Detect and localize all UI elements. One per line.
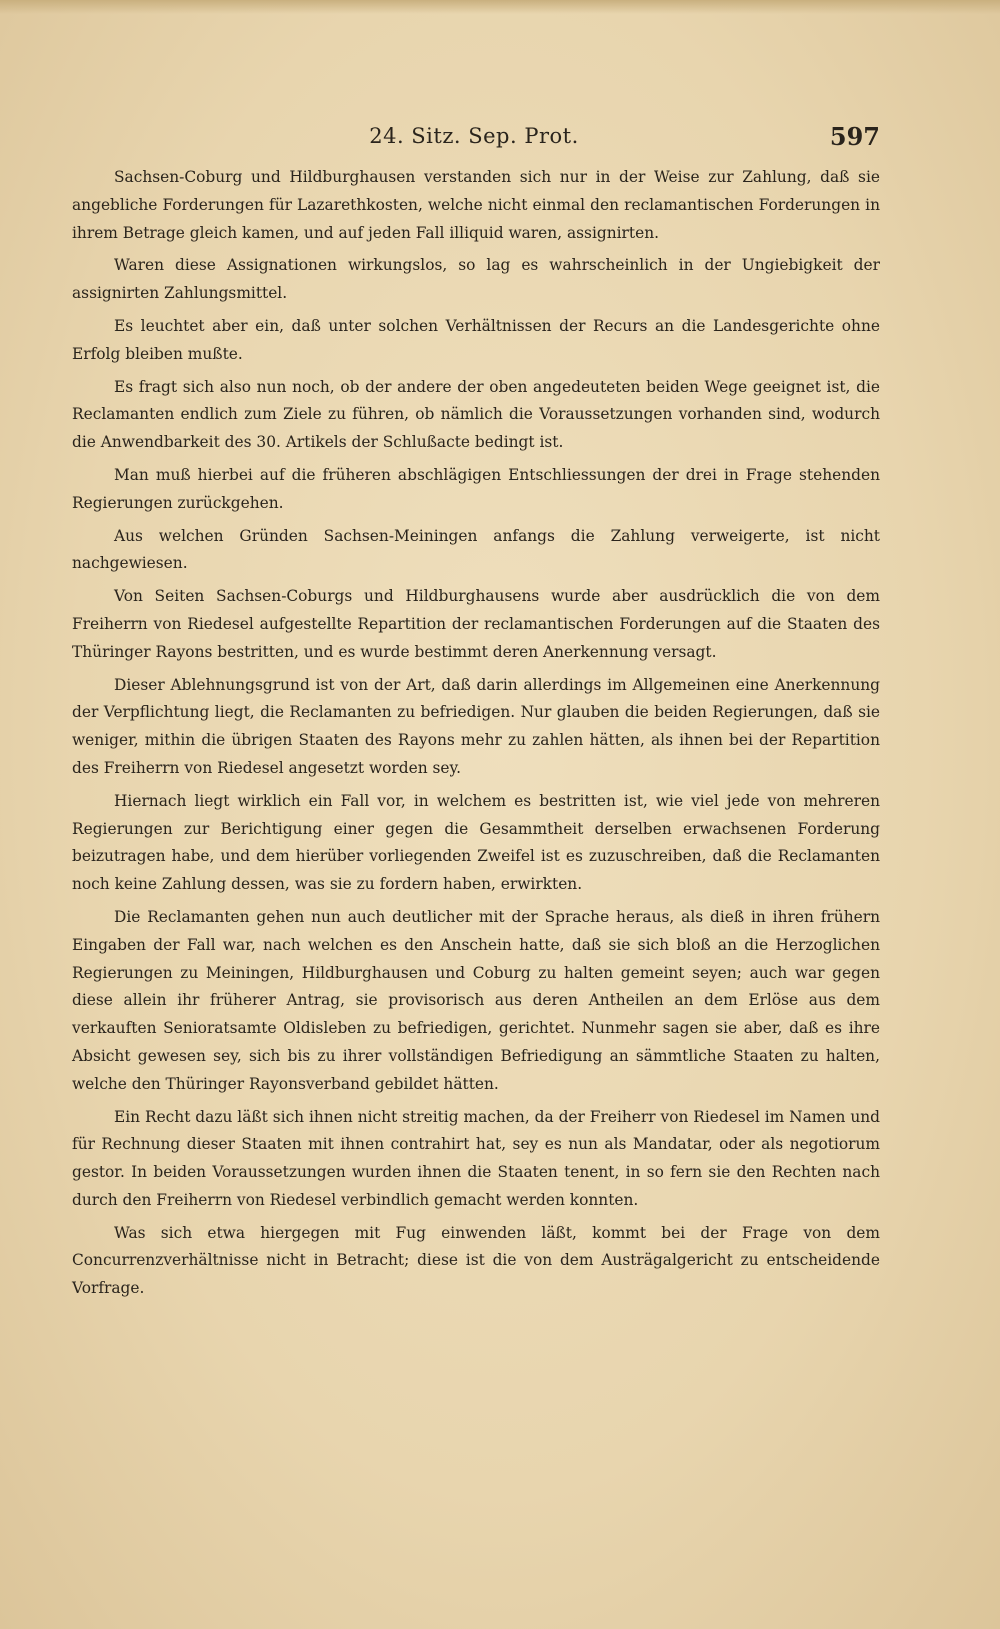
paragraph: Man muß hierbei auf die früheren abschlägigen Entschliessungen der drei in Frage stehenden Regierungen zurückgehen. — [72, 465, 880, 512]
paragraph: Es fragt sich also nun noch, ob der andere der oben angedeuteten beiden Wege geeignet ist, die Reclamanten endlich zum Ziele zu führen, ob nämlich die Voraussetzungen vorhanden sind, wodurch die Anwendbarkeit des 30. Artikels der Schlußacte bedingt ist. — [72, 377, 880, 452]
page-top-edge — [0, 0, 1000, 14]
paragraph: Was sich etwa hiergegen mit Fug einwenden läßt, kommt bei der Frage von dem Concurrenzverhältnisse nicht in Betracht; diese ist die von dem Austrägalgericht zu entscheidende Vorfrage. — [72, 1223, 880, 1298]
paragraph: Waren diese Assignationen wirkungslos, so lag es wahrscheinlich in der Ungiebigkeit der assignirten Zahlungsmittel. — [72, 256, 880, 303]
paragraph: Aus welchen Gründen Sachsen-Meiningen anfangs die Zahlung verweigerte, ist nicht nachgewiesen. — [72, 526, 880, 573]
page-number: 597 — [829, 122, 880, 151]
paragraph: Es leuchtet aber ein, daß unter solchen Verhältnissen der Recurs an die Landesgerichte ohne Erfolg bleiben mußte. — [72, 316, 880, 363]
paragraph: Von Seiten Sachsen-Coburgs und Hildburghausens wurde aber ausdrücklich die von dem Freiherrn von Riedesel aufgestellte Repartition der reclamantischen Forderungen auf die Staaten des Thüringer Rayons bestritten, und es wurde bestimmt deren Anerkennung versagt. — [72, 587, 880, 661]
paragraph: Sachsen-Coburg und Hildburghausen verstanden sich nur in der Weise zur Zahlung, daß sie angebliche Forderungen für Lazarethkosten, welche nicht einmal den reclamantischen Forderungen in ihrem Betrage gleich kamen, und auf jeden Fall illiquid waren, assignirten. — [72, 168, 880, 242]
paragraph: Die Reclamanten gehen nun auch deutlicher mit der Sprache heraus, als dieß in ihren frühern Eingaben der Fall war, nach welchen es den Anschein hatte, daß sie sich bloß an die Herzoglichen Regierungen zu Meiningen, Hildburghausen und Coburg zu halten gemeint seyen; auch war gegen diese allein ihr früherer Antrag, sie provisorisch aus deren Antheilen an dem Erlöse aus dem verkauften Senioratsamte Oldisleben zu befriedigen, gerichtet. Nunmehr sagen sie aber, daß es ihre Absicht gewesen sey, sich bis zu ihrer vollständigen Befriedigung an sämmtliche Staaten zu halten, welche den Thüringer Rayonsverband gebildet hätten. — [72, 907, 880, 1093]
running-head: 24. Sitz. Sep. Prot. — [369, 124, 579, 148]
paragraph: Ein Recht dazu läßt sich ihnen nicht streitig machen, da der Freiherr von Riedesel im Namen und für Rechnung dieser Staaten mit ihnen contrahirt hat, sey es nun als Mandatar, oder als negotiorum gestor. In beiden Voraussetzungen wurden ihnen die Staaten tenent, in so fern sie den Rechten nach durch den Freiherrn von Riedesel verbindlich gemacht werden konnten. — [72, 1107, 880, 1209]
body-text — [72, 164, 880, 1308]
paragraph: Hiernach liegt wirklich ein Fall vor, in welchem es bestritten ist, wie viel jede von mehreren Regierungen zur Berichtigung einer gegen die Gesammtheit derselben erwachsenen Forderung beizutragen habe, und dem hierüber vorliegenden Zweifel ist es zuzuschreiben, daß die Reclamanten noch keine Zahlung dessen, was sie zu fordern haben, erwirkten. — [72, 791, 880, 894]
paragraph: Dieser Ablehnungsgrund ist von der Art, daß darin allerdings im Allgemeinen eine Anerkennung der Verpflichtung liegt, die Reclamanten zu befriedigen. Nur glauben die beiden Regierungen, daß sie weniger, mithin die übrigen Staaten des Rayons mehr zu zahlen hätten, als ihnen bei der Repartition des Freiherrn von Riedesel angesetzt worden sey. — [72, 675, 880, 777]
page-header — [68, 124, 880, 154]
